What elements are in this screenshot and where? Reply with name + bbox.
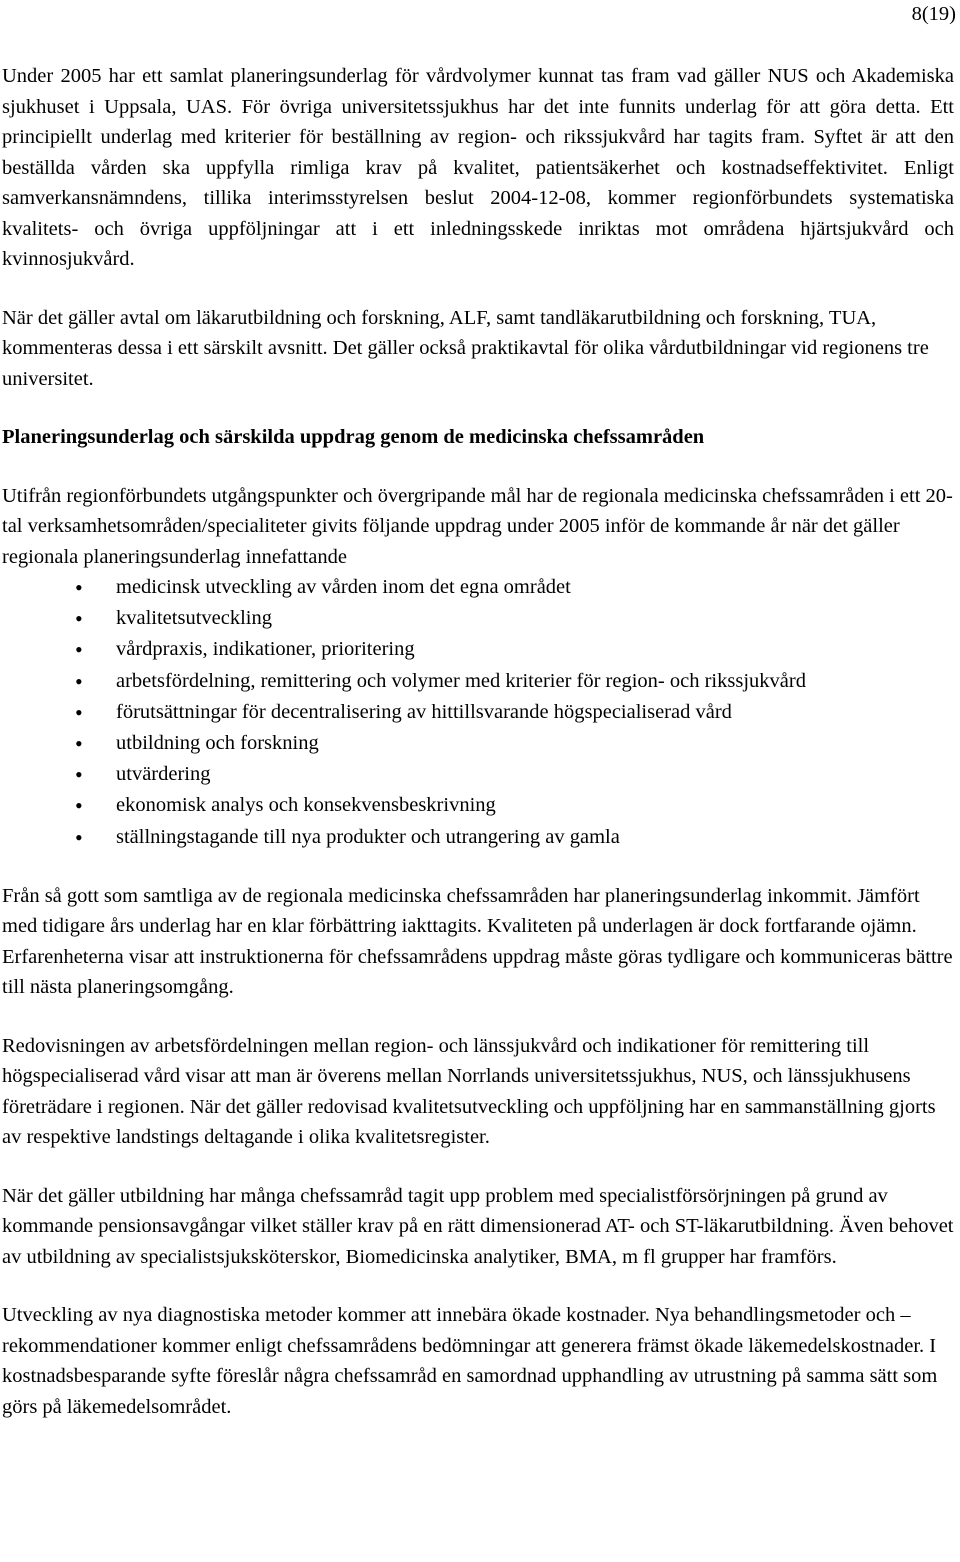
paragraph-planning-basis: Under 2005 har ett samlat planeringsunderlag för vårdvolymer kunnat tas fram vad gäller NUS och Akademiska sjukhuset i Uppsala, UAS. För övriga universitetssjukhus har det inte funnits underlag för att göra detta. Ett principiellt underlag med kriterier för beställning av region- och rikssjukvård har tagits fram. Syftet är att den beställda vården ska uppfylla rimliga krav på kvalitet, patientsäkerhet och kostnadseffektivitet. Enligt samverkansnämndens, tillika interimsstyrelsen beslut 2004-12-08, kommer regionförbundets systematiska kvalitets- och övriga uppföljningar att i ett inledningsskede inriktas mot områdena hjärtsjukvård och kvinnosjukvård. — [2, 65, 954, 270]
list-item: • arbetsfördelning, remittering och volymer med kriterier för region- och rikssjukvård — [2, 666, 954, 697]
paragraph-costs: Utveckling av nya diagnostiska metoder kommer att innebära ökade kostnader. Nya behandlingsmetoder och – rekommendationer kommer enligt chefssamrådens bedömningar att generera främst ökade läkemedelskostnader. I kostnadsbesparande syfte föreslår några chefssamråd en samordnad upphandling av utrustning på samma sätt som görs på läkemedelsområdet. — [2, 1304, 938, 1418]
list-item: • utvärdering — [2, 759, 954, 790]
list-item: • vårdpraxis, indikationer, prioritering — [2, 634, 954, 665]
paragraph-education: När det gäller utbildning har många chefssamråd tagit upp problem med specialistförsörjningen på grund av kommande pensionsavgångar vilket ställer krav på en rätt dimensionerad AT- och ST-läkarutbildning. Även behovet av utbildning av specialistsjuksköterskor, Biomedicinska analytiker, BMA, m fl grupper har framförs. — [2, 1184, 954, 1268]
paragraph-assignments-intro: Utifrån regionförbundets utgångspunkter och övergripande mål har de regionala medicinska chefssamråden i ett 20-tal verksamhetsområden/specialiteter givits följande uppdrag under 2005 inför de kommande år när det gäller regionala planeringsunderlag innefattande — [2, 484, 953, 568]
list-item: • ekonomisk analys och konsekvensbeskrivning — [2, 790, 954, 821]
paragraph-work-distribution: Redovisningen av arbetsfördelningen mellan region- och länssjukvård och indikationer för remittering till högspecialiserad vård visar att man är överens mellan Norrlands universitetssjukhus, NUS, och länssjukhusens företrädare i regionen. När det gäller redovisad kvalitetsutveckling och uppföljning har en sammanställning gjorts av respektive landstings deltagande i olika kvalitetsregister. — [2, 1034, 936, 1149]
list-item: • ställningstagande till nya produkter och utrangering av gamla — [2, 822, 954, 853]
paragraph-submissions: Från så gott som samtliga av de regionala medicinska chefssamråden har planeringsunderlag inkommit. Jämfört med tidigare års underlag har en klar förbättring iakttagits. Kvaliteten på underlagen är dock fortfarande ojämn. Erfarenheterna visar att instruktionerna för chefssamrådens uppdrag måste göras tydligare och kommuniceras bättre till nästa planeringsomgång. — [2, 884, 953, 999]
page-number: 8(19) — [911, 3, 956, 25]
assignment-list — [2, 572, 954, 853]
list-item: • förutsättningar för decentralisering av hittillsvarande högspecialiserad vård — [2, 697, 954, 728]
list-item: • medicinsk utveckling av vården inom det egna området — [2, 572, 954, 603]
list-item: • kvalitetsutveckling — [2, 603, 954, 634]
list-item: • utbildning och forskning — [2, 728, 954, 759]
document-body — [2, 61, 954, 1422]
section-heading: Planeringsunderlag och särskilda uppdrag genom de medicinska chefssamråden — [2, 426, 705, 448]
paragraph-alf-tua: När det gäller avtal om läkarutbildning och forskning, ALF, samt tandläkarutbildning och forskning, TUA, kommenteras dessa i ett särskilt avsnitt. Det gäller också praktikavtal för olika vårdutbildningar vid regionens tre universitet. — [2, 306, 929, 390]
